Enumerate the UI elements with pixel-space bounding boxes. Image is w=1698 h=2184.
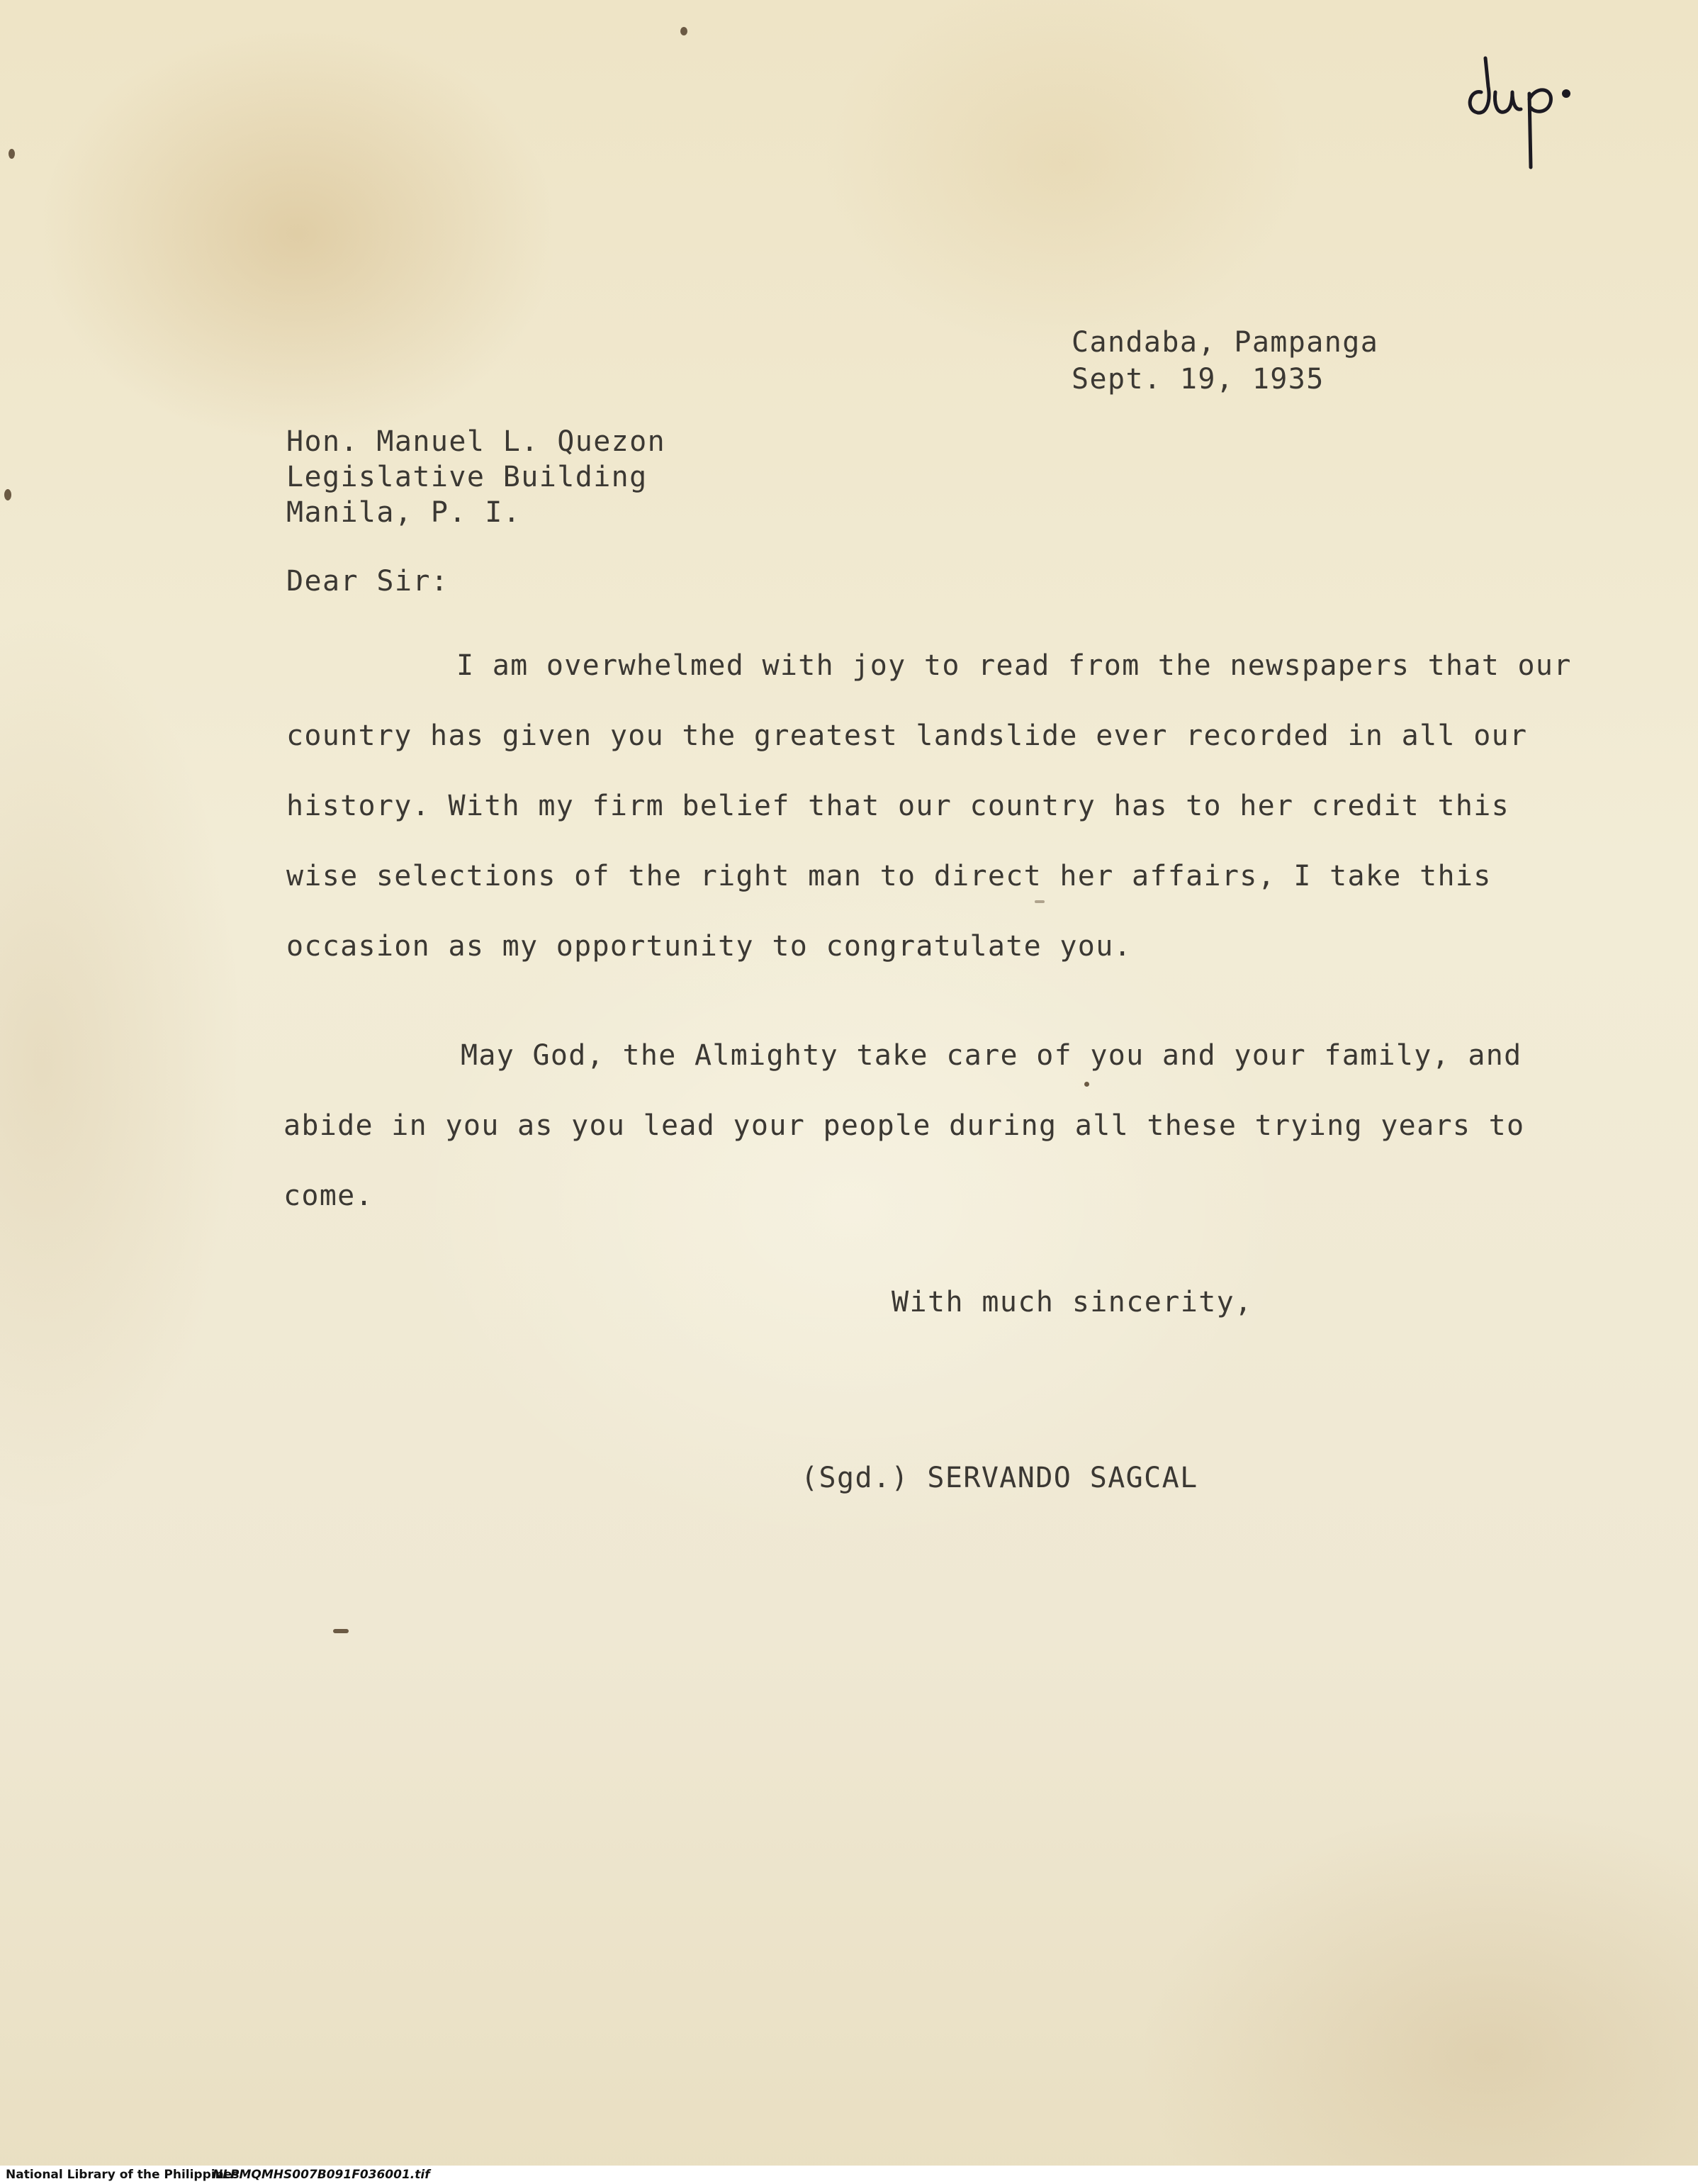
footer-filename: NLPMQMHS007B091F036001.tif	[213, 2168, 430, 2182]
recipient-building: Legislative Building	[286, 461, 648, 493]
signature: (Sgd.) SERVANDO SAGCAL	[801, 1462, 1198, 1494]
salutation: Dear Sir:	[286, 565, 449, 598]
footer-institution: National Library of the Philippines	[6, 2168, 240, 2182]
paragraph-line: May God, the Almighty take care of you and your family, and	[461, 1039, 1522, 1072]
paper-fleck	[9, 149, 15, 159]
paragraph-line: history. With my firm belief that our country has to her credit this	[286, 790, 1509, 822]
dateline-date: Sept. 19, 1935	[1072, 363, 1325, 396]
paragraph-line: I am overwhelmed with joy to read from the newspapers that our	[456, 649, 1572, 682]
body-paragraph	[283, 1021, 1524, 1231]
paragraph-line: occasion as my opportunity to congratulate you.	[286, 930, 1132, 963]
paper-fleck	[333, 1629, 349, 1633]
paper-fleck	[680, 27, 687, 35]
scan-footer	[0, 2166, 1698, 2184]
dateline-place: Candaba, Pampanga	[1072, 326, 1379, 359]
paragraph-line: wise selections of the right man to direct her affairs, I take this	[286, 860, 1492, 892]
body-paragraph	[286, 631, 1572, 982]
recipient-city: Manila, P. I.	[286, 496, 522, 529]
paragraph-line: come.	[283, 1180, 373, 1212]
handwritten-note-icon	[1460, 43, 1587, 170]
recipient-name: Hon. Manuel L. Quezon	[286, 425, 666, 458]
closing: With much sincerity,	[892, 1286, 1253, 1318]
paragraph-line: abide in you as you lead your people during all these trying years to	[283, 1109, 1525, 1142]
paper-fleck	[4, 489, 11, 500]
paragraph-line: country has given you the greatest landslide ever recorded in all our	[286, 719, 1528, 752]
